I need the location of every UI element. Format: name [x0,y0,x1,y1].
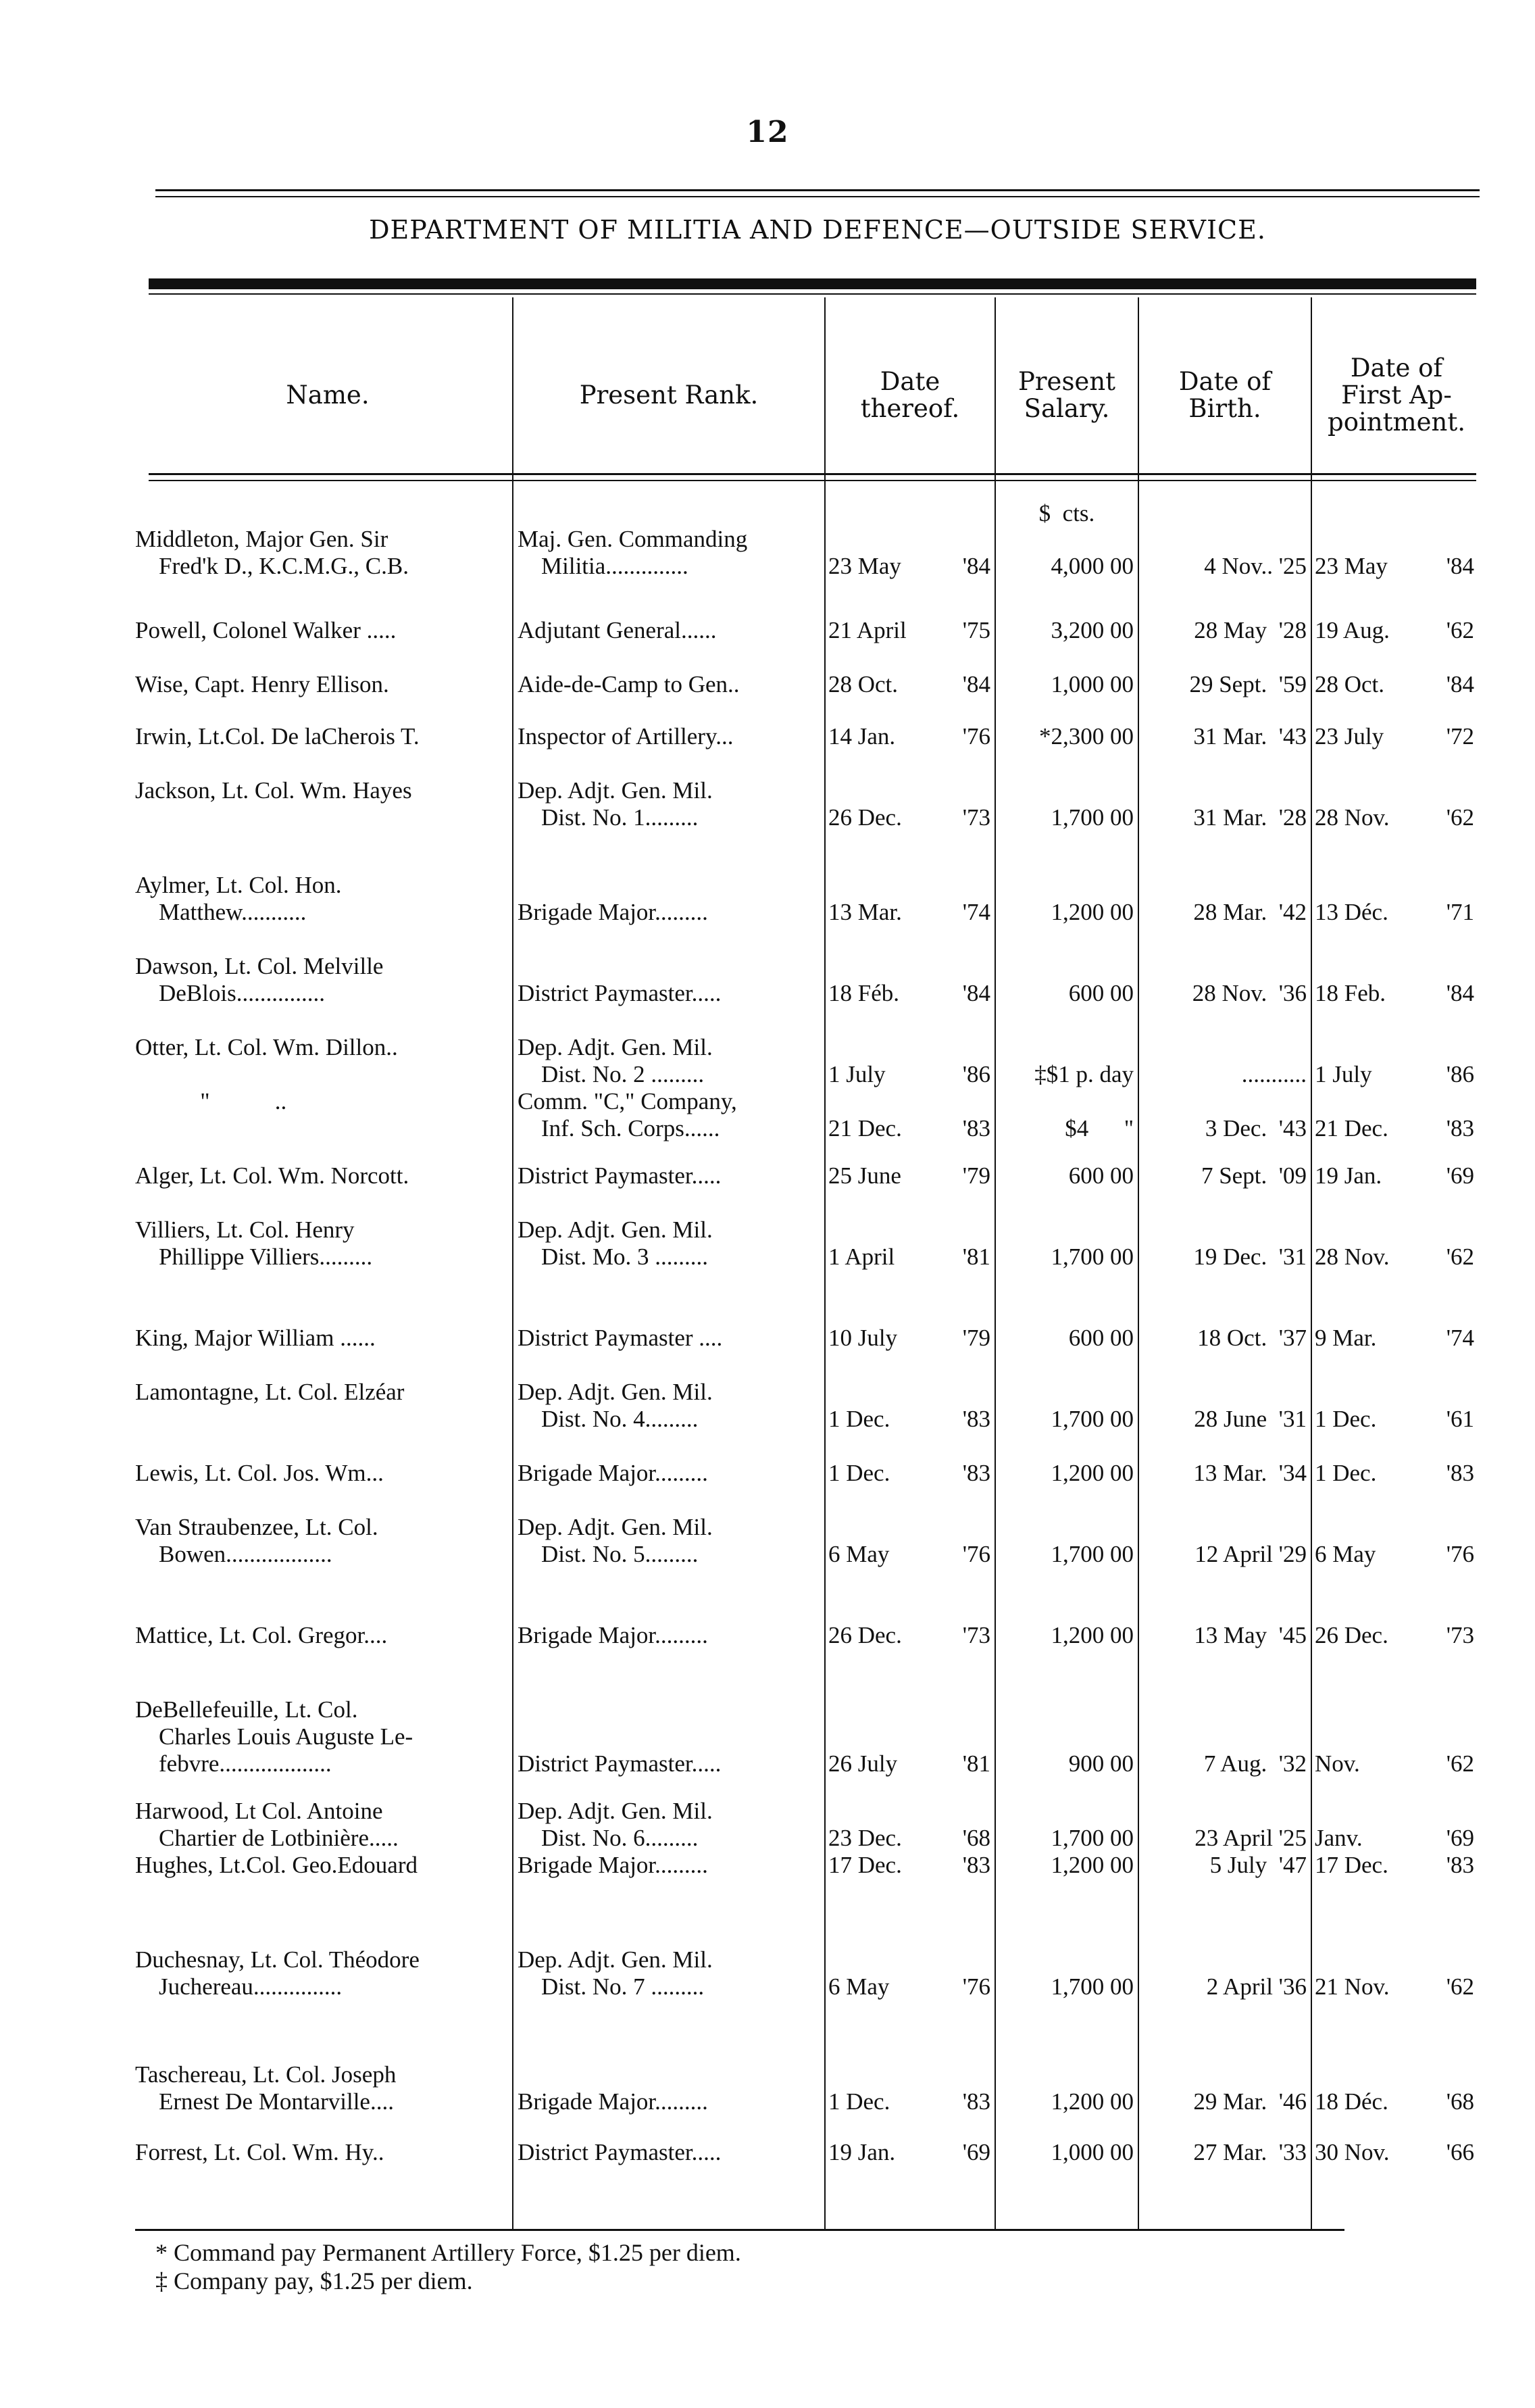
row-rank: Aide-de-Camp to Gen.. [518,671,740,697]
row-date-year: '84 [962,671,990,697]
row-first-year: '84 [1446,671,1474,697]
row-birth: 4 Nov.. '25 [1204,553,1307,579]
row-date-year: '69 [962,2139,990,2165]
row-birth: 28 June '31 [1194,1406,1307,1432]
row-first-year: '69 [1446,1162,1474,1189]
row-date-day: 1 Dec. [828,1406,890,1432]
row-first-day: 1 July [1315,1061,1372,1087]
row-birth: 31 Mar. '43 [1193,723,1307,750]
row-date-year: '83 [962,1115,990,1141]
row-name: King, Major William ...... [135,1325,376,1351]
row-rank: District Paymaster..... [518,1162,722,1189]
row-first-day: 21 Nov. [1315,1973,1390,2000]
column-divider-4 [1138,297,1139,2230]
row-birth: 13 May '45 [1194,1622,1307,1648]
row-birth: 31 Mar. '28 [1193,804,1307,831]
page-number: 12 [746,115,789,149]
row-first-day: 23 July [1315,723,1384,750]
row-date-year: '76 [962,1541,990,1567]
header-present-salary: Present Salary. [1017,367,1116,423]
row-first-day: 21 Dec. [1315,1115,1388,1141]
header-rank: Present Rank. [579,380,759,410]
row-first-year: '72 [1446,723,1474,750]
row-birth: 28 May '28 [1194,617,1307,643]
header-first-appointment: Date of First Ap- pointment. [1328,353,1465,437]
row-rank: Adjutant General...... [518,617,717,643]
row-rank: Comm. "C," Company, Inf. Sch. Corps...... [518,1088,737,1141]
row-date-day: 21 April [828,617,907,643]
row-name: Lamontagne, Lt. Col. Elzéar [135,1379,405,1405]
row-birth: 13 Mar. '34 [1193,1460,1307,1486]
row-first-year: '62 [1446,1750,1474,1777]
row-rank: Dep. Adjt. Gen. Mil. Dist. No. 1......... [518,777,713,831]
row-date-day: 6 May [828,1541,890,1567]
row-first-year: '62 [1446,617,1474,643]
row-name: Van Straubenzee, Lt. Col. Bowen.................. [135,1514,378,1567]
row-birth: 2 April '36 [1206,1973,1307,2000]
row-salary: 4,000 00 [1051,553,1134,579]
row-birth: 3 Dec. '43 [1205,1115,1307,1141]
row-first-day: 9 Mar. [1315,1325,1377,1351]
footnote-2: ‡ Company pay, $1.25 per diem. [155,2267,473,2294]
row-date-day: 26 Dec. [828,1622,902,1648]
row-date-year: '75 [962,617,990,643]
row-first-day: 23 May [1315,553,1388,579]
row-first-day: 17 Dec. [1315,1852,1388,1878]
row-first-year: '83 [1446,1115,1474,1141]
row-name: Powell, Colonel Walker ..... [135,617,397,643]
row-salary: 1,700 00 [1051,804,1134,831]
row-name: Mattice, Lt. Col. Gregor.... [135,1622,388,1648]
row-date-day: 1 Dec. [828,2088,890,2115]
row-name: Dawson, Lt. Col. Melville DeBlois............... [135,953,384,1006]
row-birth: 7 Sept. '09 [1201,1162,1307,1189]
row-first-year: '62 [1446,1973,1474,2000]
row-first-year: '84 [1446,980,1474,1006]
row-name: DeBellefeuille, Lt. Col. Charles Louis Auguste Le- febvre................... [135,1696,413,1777]
row-salary: 900 00 [1068,1750,1134,1777]
row-rank: Dep. Adjt. Gen. Mil. Dist. No. 6......... [518,1798,713,1851]
row-birth: 27 Mar. '33 [1193,2139,1307,2165]
row-salary: 600 00 [1068,980,1134,1006]
row-salary: 1,700 00 [1051,1973,1134,2000]
row-rank: Dep. Adjt. Gen. Mil. Dist. No. 7 ......... [518,1946,713,2000]
row-salary: 1,200 00 [1051,1460,1134,1486]
row-date-day: 17 Dec. [828,1852,902,1878]
row-birth: 29 Mar. '46 [1193,2088,1307,2115]
row-date-year: '68 [962,1825,990,1851]
row-rank: District Paymaster..... [518,1750,722,1777]
row-date-year: '74 [962,899,990,925]
row-date-day: 19 Jan. [828,2139,896,2165]
row-name: Taschereau, Lt. Col. Joseph Ernest De Montarville.... [135,2061,397,2115]
row-name: Harwood, Lt Col. Antoine Chartier de Lotbinière..... [135,1798,399,1851]
row-first-year: '69 [1446,1825,1474,1851]
header-bottom-rule-2 [149,480,1476,481]
row-salary: 3,200 00 [1051,617,1134,643]
row-date-year: '83 [962,2088,990,2115]
row-salary: 1,200 00 [1051,899,1134,925]
header-name: Name. [286,380,370,410]
row-date-day: 26 Dec. [828,804,902,831]
row-date-day: 18 Féb. [828,980,899,1006]
row-first-day: 1 Dec. [1315,1460,1377,1486]
row-first-day: 1 Dec. [1315,1406,1377,1432]
row-birth: 19 Dec. '31 [1193,1244,1307,1270]
row-rank: Brigade Major......... [518,899,708,925]
row-name: Lewis, Lt. Col. Jos. Wm... [135,1460,384,1486]
row-rank: Dep. Adjt. Gen. Mil. Dist. No. 4......... [518,1379,713,1432]
row-salary: 1,200 00 [1051,1852,1134,1878]
row-birth: 23 April '25 [1194,1825,1307,1851]
row-rank: Dep. Adjt. Gen. Mil. Dist. No. 5......... [518,1514,713,1567]
row-first-day: 18 Feb. [1315,980,1386,1006]
header-date-thereof: Date thereof. [860,367,960,423]
row-date-year: '79 [962,1325,990,1351]
top-rule-1 [155,189,1480,191]
row-first-day: 30 Nov. [1315,2139,1390,2165]
row-rank: District Paymaster .... [518,1325,723,1351]
row-first-year: '74 [1446,1325,1474,1351]
row-first-year: '83 [1446,1852,1474,1878]
row-first-year: '76 [1446,1541,1474,1567]
row-date-day: 1 July [828,1061,886,1087]
row-date-day: 23 Dec. [828,1825,902,1851]
row-first-day: 18 Déc. [1315,2088,1388,2115]
column-divider-5 [1311,297,1312,2230]
row-date-day: 10 July [828,1325,898,1351]
table-bottom-rule [135,2229,1344,2231]
row-first-day: Nov. [1315,1750,1360,1777]
row-date-day: 23 May [828,553,901,579]
row-rank: Maj. Gen. Commanding Militia.............. [518,526,748,579]
column-divider-2 [824,297,826,2230]
row-first-year: '68 [1446,2088,1474,2115]
row-rank: Brigade Major......... [518,1460,708,1486]
row-date-year: '81 [962,1750,990,1777]
row-first-day: 19 Jan. [1315,1162,1382,1189]
column-divider-1 [512,297,513,2230]
row-first-year: '86 [1446,1061,1474,1087]
row-date-year: '83 [962,1406,990,1432]
row-birth: 18 Oct. '37 [1197,1325,1307,1351]
row-rank: Brigade Major......... [518,1622,708,1648]
row-name: Forrest, Lt. Col. Wm. Hy.. [135,2139,384,2165]
row-salary: *2,300 00 [1039,723,1134,750]
row-salary: ‡$1 p. day [1034,1061,1134,1087]
row-rank: Inspector of Artillery... [518,723,734,750]
row-date-day: 1 Dec. [828,1460,890,1486]
row-name: Middleton, Major Gen. Sir Fred'k D., K.C.M.G., C.B. [135,526,409,579]
row-date-year: '79 [962,1162,990,1189]
header-bottom-rule [149,473,1476,475]
row-salary: 1,700 00 [1051,1406,1134,1432]
row-salary: 1,200 00 [1051,2088,1134,2115]
table-title: DEPARTMENT OF MILITIA AND DEFENCE—OUTSIDE SERVICE. [369,215,1266,245]
row-first-year: '62 [1446,804,1474,831]
row-first-year: '62 [1446,1244,1474,1270]
row-first-day: 28 Nov. [1315,1244,1390,1270]
row-name: Wise, Capt. Henry Ellison. [135,671,389,697]
row-date-day: 26 July [828,1750,898,1777]
row-date-year: '83 [962,1852,990,1878]
row-birth: 28 Nov. '36 [1192,980,1307,1006]
row-first-year: '84 [1446,553,1474,579]
row-salary: 1,700 00 [1051,1825,1134,1851]
row-birth: ........... [1241,1061,1307,1087]
row-salary: 1,000 00 [1051,671,1134,697]
row-name: Jackson, Lt. Col. Wm. Hayes [135,777,412,804]
row-birth: 7 Aug. '32 [1203,1750,1307,1777]
row-rank: Dep. Adjt. Gen. Mil. Dist. Mo. 3 ......... [518,1217,713,1270]
row-date-day: 1 April [828,1244,895,1270]
row-rank: District Paymaster..... [518,2139,722,2165]
row-birth: 28 Mar. '42 [1193,899,1307,925]
row-date-year: '73 [962,1622,990,1648]
row-date-year: '84 [962,980,990,1006]
row-rank: Dep. Adjt. Gen. Mil. Dist. No. 2 ......... [518,1034,713,1087]
footnote-1: * Command pay Permanent Artillery Force, $1.25 per diem. [155,2239,741,2266]
row-salary: 1,700 00 [1051,1541,1134,1567]
row-first-day: 26 Dec. [1315,1622,1388,1648]
row-salary: 1,700 00 [1051,1244,1134,1270]
row-rank: District Paymaster..... [518,980,722,1006]
row-name: Aylmer, Lt. Col. Hon. Matthew........... [135,872,342,925]
row-name: Duchesnay, Lt. Col. Théodore Juchereau............... [135,1946,420,2000]
row-birth: 12 April '29 [1194,1541,1307,1567]
row-first-year: '83 [1446,1460,1474,1486]
top-rule-2 [155,196,1480,197]
row-date-year: '84 [962,553,990,579]
row-first-day: 13 Déc. [1315,899,1388,925]
row-first-day: 28 Oct. [1315,671,1385,697]
row-birth: 29 Sept. '59 [1189,671,1307,697]
row-date-year: '83 [962,1460,990,1486]
row-date-day: 13 Mar. [828,899,902,925]
row-date-year: '76 [962,723,990,750]
row-date-year: '76 [962,1973,990,2000]
row-first-year: '61 [1446,1406,1474,1432]
row-birth: 5 July '47 [1209,1852,1307,1878]
column-divider-3 [995,297,996,2230]
row-salary: 1,200 00 [1051,1622,1134,1648]
row-date-day: 28 Oct. [828,671,899,697]
row-date-day: 21 Dec. [828,1115,902,1141]
title-thin-rule [149,293,1476,295]
title-thick-rule [149,278,1476,289]
salary-unit-label: $ cts. [1038,500,1095,526]
row-first-year: '71 [1446,899,1474,925]
row-name: Irwin, Lt.Col. De laCherois T. [135,723,420,750]
row-rank: Brigade Major......... [518,1852,708,1878]
row-first-day: 19 Aug. [1315,617,1390,643]
row-first-day: 6 May [1315,1541,1376,1567]
row-salary: 600 00 [1068,1162,1134,1189]
row-name: Otter, Lt. Col. Wm. Dillon.. [135,1034,398,1060]
row-name: Hughes, Lt.Col. Geo.Edouard [135,1852,418,1878]
row-first-day: Janv. [1315,1825,1363,1851]
row-date-day: 14 Jan. [828,723,896,750]
row-date-year: '73 [962,804,990,831]
row-first-year: '73 [1446,1622,1474,1648]
row-name: Alger, Lt. Col. Wm. Norcott. [135,1162,409,1189]
row-date-day: 25 June [828,1162,901,1189]
header-date-of-birth: Date of Birth. [1178,367,1272,423]
row-salary: $4 " [1065,1115,1134,1141]
row-date-year: '86 [962,1061,990,1087]
row-name: " .. [135,1088,287,1114]
row-first-year: '66 [1446,2139,1474,2165]
row-rank: Brigade Major......... [518,2088,708,2115]
row-salary: 600 00 [1068,1325,1134,1351]
row-date-year: '81 [962,1244,990,1270]
row-first-day: 28 Nov. [1315,804,1390,831]
row-salary: 1,000 00 [1051,2139,1134,2165]
row-date-day: 6 May [828,1973,890,2000]
row-name: Villiers, Lt. Col. Henry Phillippe Villiers......... [135,1217,373,1270]
